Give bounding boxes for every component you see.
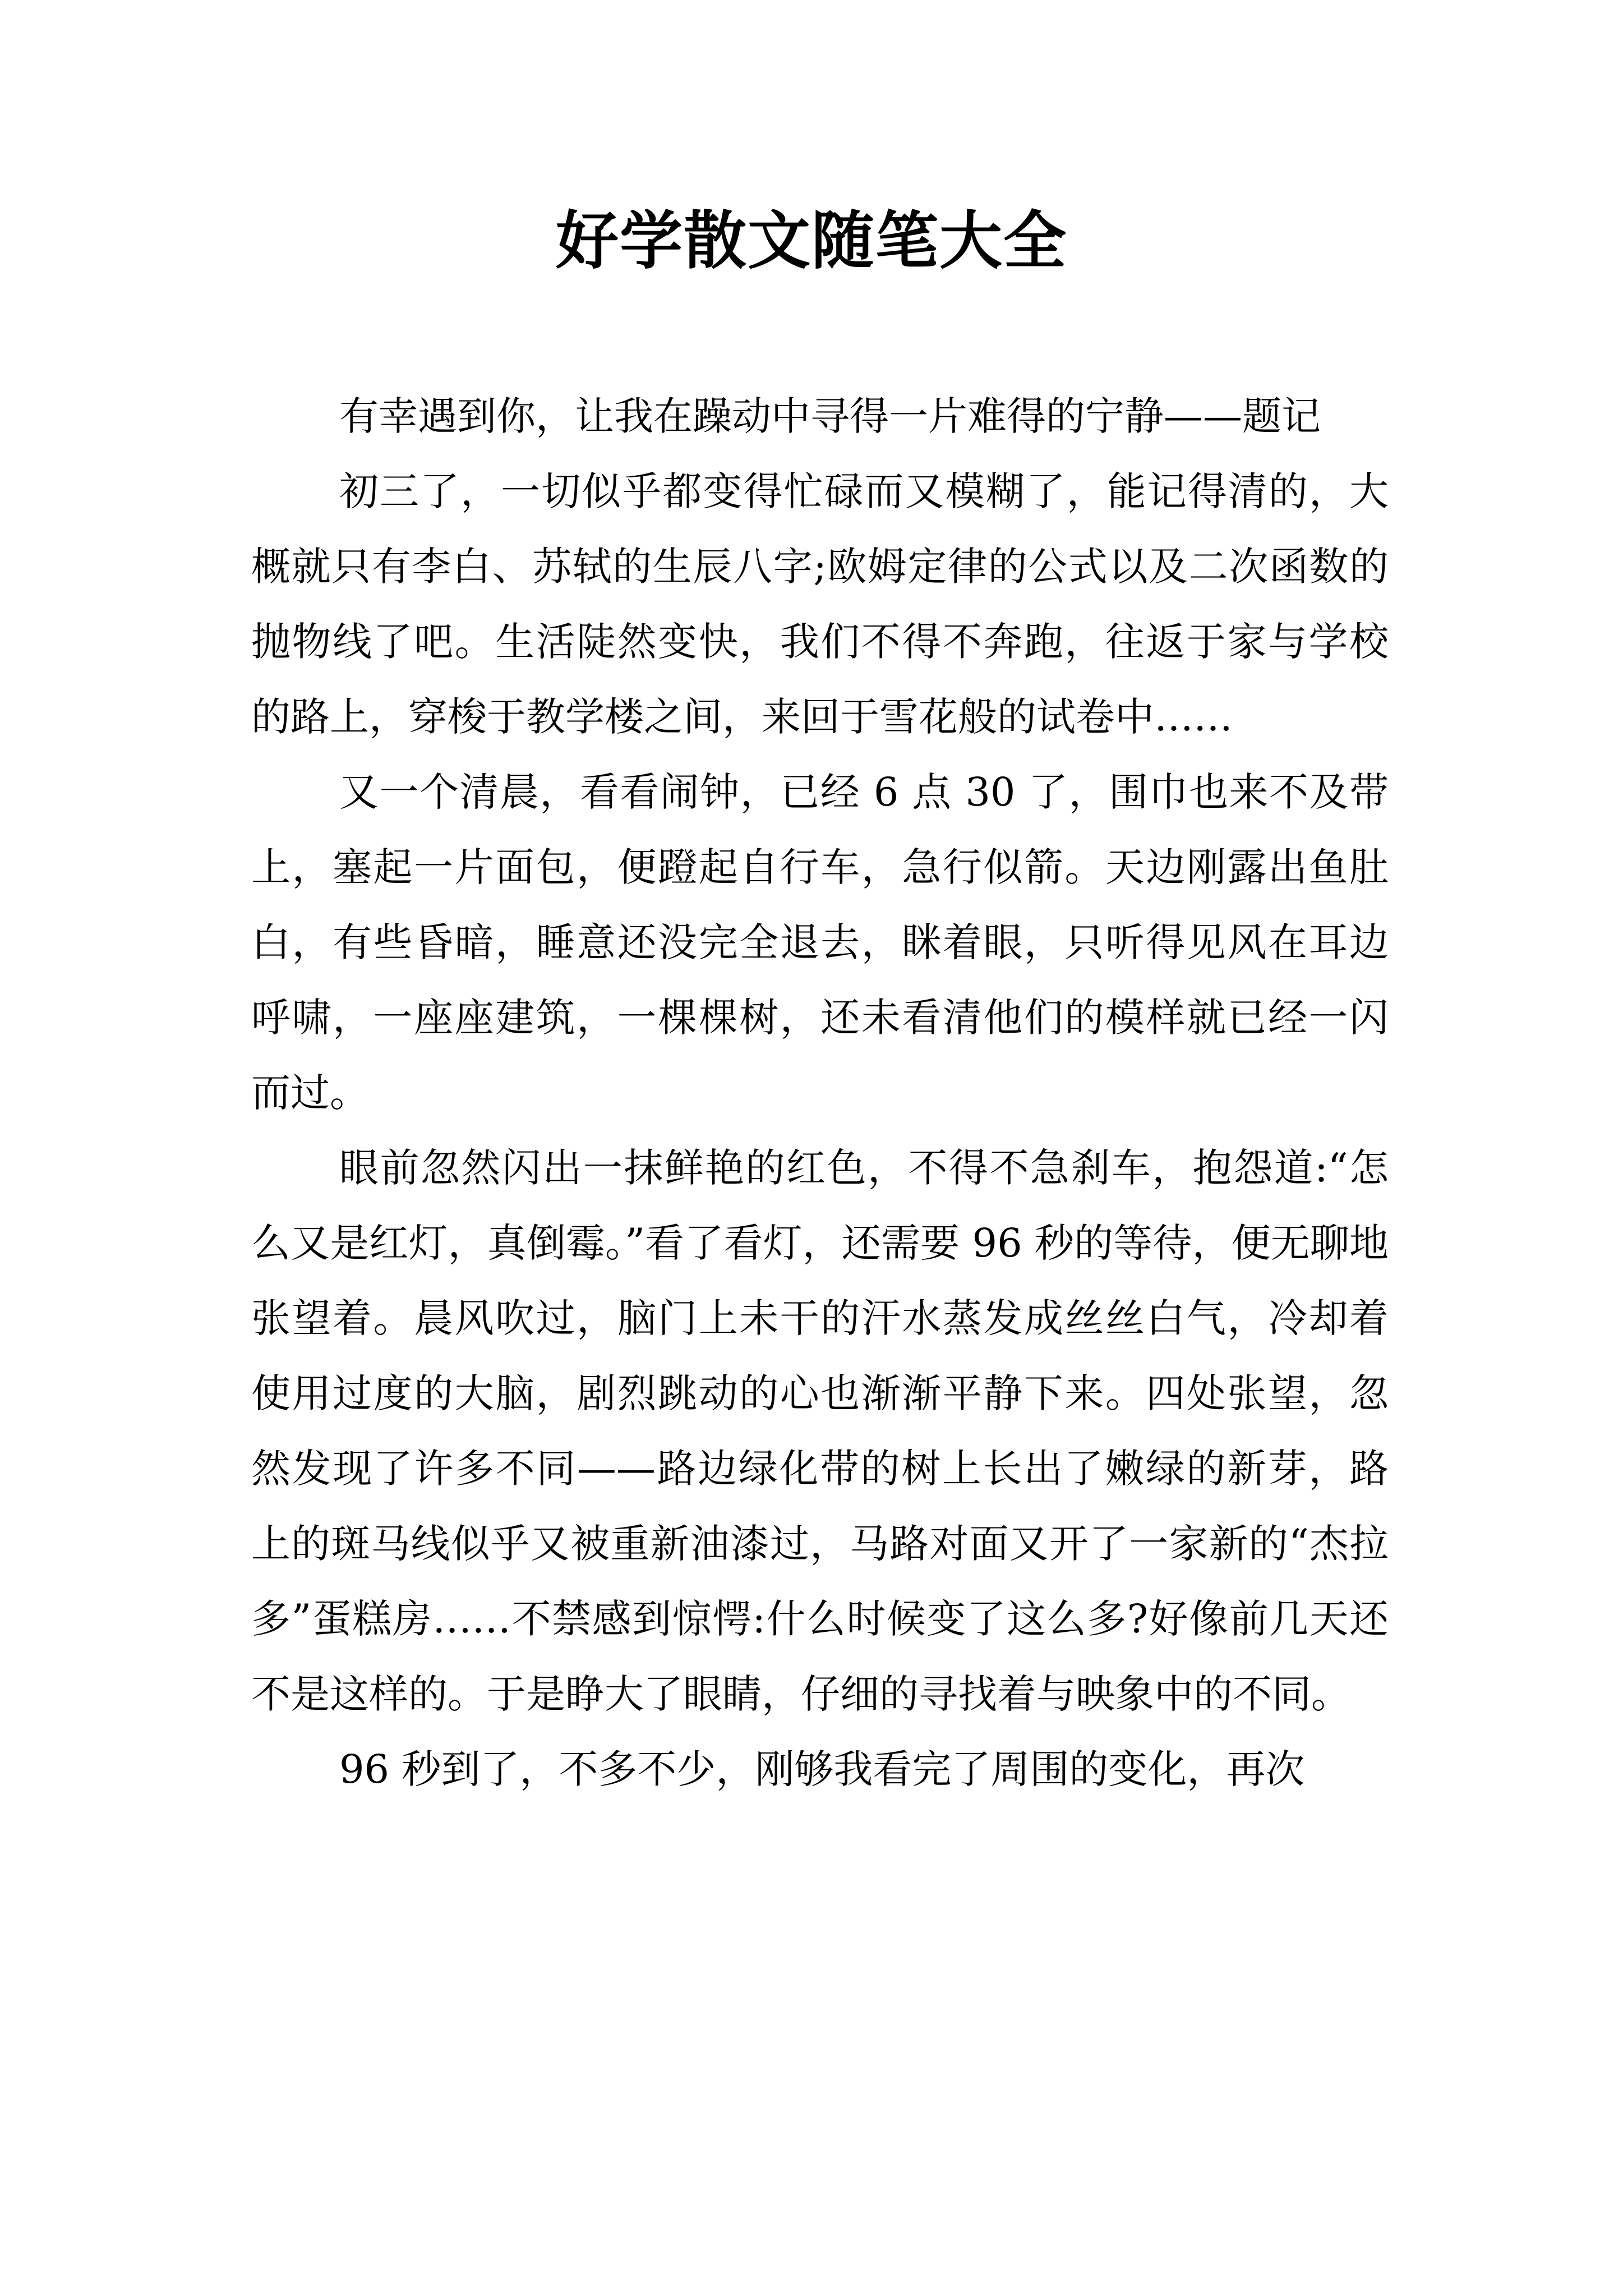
paragraph-3: 眼前忽然闪出一抹鲜艳的红色，不得不急刹车，抱怨道:“怎么又是红灯，真倒霉。”看了看灯，还需要 96 秒的等待，便无聊地张望着。晨风吹过，脑门上未干的汗水蒸发成丝丝白气，冷却着使用过度的大脑，剧烈跳动的心也渐渐平静下来。四处张望，忽然发现了许多不同——路边绿化带的树上长出了嫩绿的新芽，路上的斑马线似乎又被重新油漆过，马路对面又开了一家新的“杰拉多”蛋糕房……不禁感到惊愕:什么时候变了这么多?好像前几天还不是这样的。于是睁大了眼睛，仔细的寻找着与映象中的不同。: [251, 1145, 1389, 1717]
paragraph-epigraph: 有幸遇到你，让我在躁动中寻得一片难得的宁静——题记: [339, 393, 1321, 439]
document-body: [251, 379, 1389, 1807]
paragraph-2: 又一个清晨，看看闹钟，已经 6 点 30 了，围巾也来不及带上，塞起一片面包，便蹬起自行车，急行似箭。天边刚露出鱼肚白，有些昏暗，睡意还没完全退去，眯着眼，只听得见风在耳边呼啸，一座座建筑，一棵棵树，还未看清他们的模样就已经一闪而过。: [251, 769, 1389, 1116]
paragraph-4: 96 秒到了，不多不少，刚够我看完了周围的变化，再次: [339, 1746, 1305, 1792]
page-title: 好学散文随笔大全: [556, 204, 1067, 278]
paragraph-1: 初三了，一切似乎都变得忙碌而又模糊了，能记得清的，大概就只有李白、苏轼的生辰八字;欧姆定律的公式以及二次函数的抛物线了吧。生活陡然变快，我们不得不奔跑，往返于家与学校的路上，穿梭于教学楼之间，来回于雪花般的试卷中……: [251, 468, 1389, 740]
